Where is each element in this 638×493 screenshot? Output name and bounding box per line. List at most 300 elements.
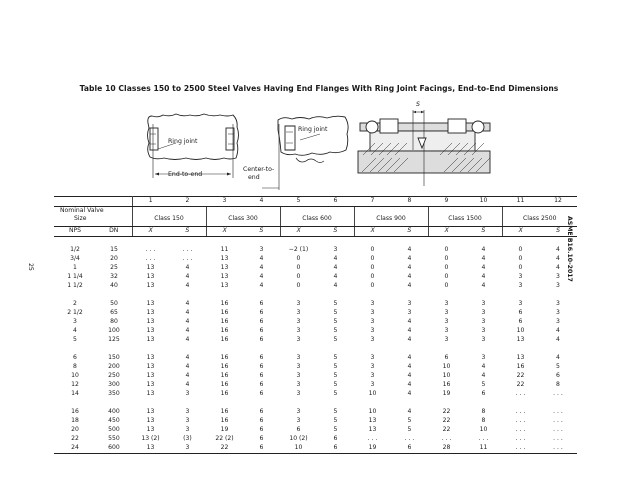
table-cell: 13 (146, 282, 155, 290)
center-to-end-label-2: end (248, 174, 260, 181)
class-group-header: Class 150 (132, 207, 206, 227)
table-row (54, 309, 577, 318)
table-cell: 16 (516, 363, 525, 371)
table-cell: 4 (481, 363, 486, 371)
table-cell: 4 (333, 282, 338, 290)
table-cell: 0 (296, 255, 301, 263)
table-cell: 6 (259, 336, 264, 344)
table-cell: 5 (333, 408, 338, 416)
column-number: 7 (354, 197, 391, 207)
table-cell: 0 (370, 255, 375, 263)
table-cell: 4 (556, 336, 560, 344)
table-cell: 3 (296, 417, 301, 425)
table-cell: . . . (145, 255, 156, 263)
table-cell: 5 (333, 390, 338, 398)
table-cell: 15 (110, 246, 118, 254)
table-cell: 3 (185, 390, 190, 398)
table-cell: 6 (518, 318, 523, 326)
table-cell: 0 (296, 264, 301, 272)
table-cell: 4 (407, 264, 412, 272)
table-cell: 12 (71, 381, 79, 389)
table-cell: 4 (259, 273, 264, 281)
table-cell: 3 (73, 318, 77, 326)
table-cell: 20 (110, 255, 118, 263)
table-cell: 2 1/2 (67, 309, 83, 317)
table-row (54, 264, 577, 273)
class-group-header: Class 300 (206, 207, 280, 227)
table-cell: 4 (556, 354, 560, 362)
table-cell: 4 (407, 273, 412, 281)
table-cell: 13 (220, 273, 229, 281)
table-cell: 5 (333, 354, 338, 362)
class-group-header: Class 2500 (502, 207, 577, 227)
table-cell: 6 (73, 354, 77, 362)
table-cell: 16 (71, 408, 79, 416)
table-cell: 19 (220, 426, 229, 434)
table-cell: 3 (296, 354, 301, 362)
table-cell: 16 (220, 408, 229, 416)
table-cell: 4 (556, 327, 560, 335)
table-cell: 3 (556, 273, 560, 281)
table-cell: 3 (296, 390, 301, 398)
table-row (54, 426, 577, 435)
valve-end-view-left (148, 114, 239, 178)
table-cell: 10 (442, 372, 451, 380)
table-cell: 5 (556, 363, 560, 371)
table-cell: 3 (481, 318, 486, 326)
table-cell: 40 (110, 282, 118, 290)
table-cell: 4 (407, 372, 412, 380)
table-cell: 3 (259, 246, 264, 254)
table-cell: 6 (259, 309, 264, 317)
table-cell: 0 (444, 273, 449, 281)
table-cell: 6 (259, 435, 264, 443)
table-cell: 3 (296, 381, 301, 389)
column-header: S (169, 227, 206, 237)
table-cell: 13 (220, 282, 229, 290)
table-cell: 16 (220, 381, 229, 389)
table-cell: 3 (444, 309, 449, 317)
table-cell: 3 (481, 300, 486, 308)
column-header: S (391, 227, 428, 237)
table-cell: 4 (556, 246, 560, 254)
group-spacer (54, 237, 577, 247)
table-cell: 13 (146, 363, 155, 371)
table-cell: 13 (516, 336, 525, 344)
table-cell: 16 (220, 390, 229, 398)
table-cell: 13 (220, 264, 229, 272)
table-cell: 6 (259, 300, 264, 308)
column-number: 5 (280, 197, 317, 207)
table-cell: 3 (370, 372, 375, 380)
column-header: NPS (54, 227, 96, 237)
table-cell: 5 (333, 426, 338, 434)
table-cell: 22 (516, 381, 525, 389)
table-cell: 24 (54, 444, 96, 454)
table-cell: 16 (220, 300, 229, 308)
table-cell: 6 (259, 327, 264, 335)
table-cell: 0 (370, 264, 375, 272)
table-cell: 3 (370, 318, 375, 326)
table-cell: 22 (442, 417, 451, 425)
table-cell: 3 (333, 246, 338, 254)
table-row (54, 282, 577, 291)
table-cell: 550 (108, 435, 120, 443)
table-cell: 6 (259, 363, 264, 371)
table-cell: 16 (220, 318, 229, 326)
table-cell: 3/4 (70, 255, 80, 263)
flange-section-detail (358, 110, 490, 186)
nominal-valve-size-label-1: Nominal Valve (60, 207, 104, 214)
table-cell: 4 (407, 354, 412, 362)
table-row (54, 246, 577, 255)
center-to-end-label-1: Center-to- (243, 166, 275, 173)
table-cell: 400 (108, 408, 120, 416)
table-cell: 6 (333, 435, 338, 443)
table-cell: 6 (444, 354, 449, 362)
table-cell: 0 (296, 282, 301, 290)
table-cell: 5 (333, 336, 338, 344)
table-cell: 10 (368, 408, 377, 416)
table-cell: 1/2 (70, 246, 80, 254)
table-cell: 4 (185, 282, 190, 290)
table-cell: 0 (444, 282, 449, 290)
group-spacer (54, 291, 577, 300)
table-cell: 22 (442, 426, 451, 434)
table-cell: 22 (206, 444, 243, 454)
table-cell: 4 (407, 255, 412, 263)
ring-joint-label-left: Ring joint (168, 138, 198, 145)
table-cell: 19 (442, 390, 451, 398)
table-cell: 4 (185, 327, 190, 335)
table-cell: 6 (296, 426, 301, 434)
table-cell: 3 (407, 300, 412, 308)
table-cell: 0 (370, 282, 375, 290)
table-cell: . . . (515, 426, 526, 434)
table-cell: 3 (296, 309, 301, 317)
table-cell: 4 (407, 408, 412, 416)
table-cell: 5 (333, 372, 338, 380)
table-row (54, 381, 577, 390)
table-cell: 4 (481, 264, 486, 272)
column-number: 4 (243, 197, 280, 207)
table-cell: . . . (553, 390, 563, 398)
table-cell: . . . (478, 435, 489, 443)
table-cell: 0 (370, 246, 375, 254)
table-cell: (3) (183, 435, 192, 443)
table-cell: 10 (516, 327, 525, 335)
table-cell: 4 (556, 264, 560, 272)
table-cell: 4 (407, 363, 412, 371)
table-cell: 5 (407, 417, 412, 425)
table-cell: . . . (145, 246, 156, 254)
table-cell: . . . (553, 426, 563, 434)
table-cell: 3 (444, 327, 449, 335)
column-number: 1 (132, 197, 169, 207)
table-row (54, 372, 577, 381)
s-dimension-label: S (416, 101, 420, 108)
table-row (54, 327, 577, 336)
table-cell: 13 (146, 381, 155, 389)
table-cell: 6 (556, 372, 560, 380)
table-cell: 150 (108, 354, 120, 362)
table-cell: 13 (146, 390, 155, 398)
flange-figures (0, 0, 638, 200)
class-group-header: Class 1500 (428, 207, 502, 227)
table-cell: 28 (428, 444, 465, 454)
table-cell: . . . (553, 435, 563, 443)
nominal-valve-size-cell (54, 207, 132, 227)
table-cell: 4 (481, 372, 486, 380)
table-cell: 5 (333, 309, 338, 317)
table-cell: 5 (481, 381, 486, 389)
table-cell: 0 (518, 255, 523, 263)
table-cell: 22 (442, 408, 451, 416)
table-cell: 3 (185, 417, 190, 425)
table-cell: 3 (296, 336, 301, 344)
table-row (54, 435, 577, 444)
blank-cell (54, 197, 132, 207)
table-cell: 6 (518, 309, 523, 317)
table-cell: 13 (368, 417, 377, 425)
table-cell: 0 (370, 273, 375, 281)
column-header: X (206, 227, 243, 237)
table-row (54, 408, 577, 417)
table-cell: 4 (259, 255, 264, 263)
table-cell: 25 (110, 264, 118, 272)
table-cell: 4 (481, 273, 486, 281)
table-cell: 8 (73, 363, 77, 371)
table-cell: 3 (444, 318, 449, 326)
table-cell: 8 (481, 408, 486, 416)
class-group-header: Class 600 (280, 207, 354, 227)
table-cell: 10 (479, 426, 488, 434)
table-cell: 22 (2) (215, 435, 234, 443)
table-cell: 13 (146, 417, 155, 425)
table-cell: 3 (444, 300, 449, 308)
column-header: S (539, 227, 577, 237)
table-cell: 0 (296, 273, 301, 281)
group-spacer (54, 399, 577, 408)
table-cell: . . . (515, 390, 526, 398)
table-cell: . . . (441, 435, 452, 443)
table-cell: 125 (108, 336, 120, 344)
table-cell: 3 (407, 309, 412, 317)
table-cell: 3 (296, 327, 301, 335)
table-cell: 5 (333, 300, 338, 308)
table-cell: 3 (444, 336, 449, 344)
column-number: 9 (428, 197, 465, 207)
table-cell: 3 (556, 282, 560, 290)
table-cell: 4 (407, 282, 412, 290)
table-cell: 6 (259, 408, 264, 416)
column-number: 6 (317, 197, 354, 207)
table-cell: 6 (259, 417, 264, 425)
column-header: X (280, 227, 317, 237)
column-header: DN (96, 227, 132, 237)
table-row (54, 318, 577, 327)
table-cell: 16 (220, 372, 229, 380)
table-cell: 4 (407, 246, 412, 254)
table-cell: . . . (515, 408, 526, 416)
table-cell: 3 (481, 309, 486, 317)
column-header: X (132, 227, 169, 237)
table-cell: 3 (370, 363, 375, 371)
table-cell: 0 (444, 246, 449, 254)
table-cell: 450 (108, 417, 120, 425)
table-row (54, 273, 577, 282)
table-cell: 32 (110, 273, 118, 281)
table-cell: 10 (2) (289, 435, 308, 443)
table-cell: 4 (185, 372, 190, 380)
table-cell: 600 (96, 444, 132, 454)
table-cell: 4 (259, 282, 264, 290)
table-cell: 4 (481, 282, 486, 290)
table-cell: . . . (553, 408, 563, 416)
table-cell: . . . (182, 246, 193, 254)
table-cell: 0 (518, 246, 523, 254)
table-cell: 0 (518, 264, 523, 272)
column-number: 10 (465, 197, 502, 207)
table-cell: 100 (108, 327, 120, 335)
table-cell: . . . (367, 435, 378, 443)
table-cell: 5 (333, 417, 338, 425)
column-number: 2 (169, 197, 206, 207)
table-cell: 4 (333, 264, 338, 272)
nominal-valve-size-label-2: Size (74, 215, 87, 222)
table-cell: 14 (71, 390, 79, 398)
table-cell: 13 (146, 354, 155, 362)
table-cell: 8 (556, 381, 560, 389)
table-cell: 4 (259, 264, 264, 272)
table-cell: 13 (146, 327, 155, 335)
table-cell: 4 (185, 381, 190, 389)
table-cell: 10 (368, 390, 377, 398)
table-cell: 10 (280, 444, 317, 454)
table-cell: 13 (146, 273, 155, 281)
table-cell: 4 (185, 336, 190, 344)
table-row (54, 255, 577, 264)
table-row (54, 417, 577, 426)
table-cell: 5 (333, 363, 338, 371)
table-cell: 13 (516, 354, 525, 362)
column-header: S (317, 227, 354, 237)
table-cell: 4 (407, 381, 412, 389)
table-cell: 4 (185, 354, 190, 362)
column-number: 3 (206, 197, 243, 207)
table-cell: 6 (317, 444, 354, 454)
table-cell: 16 (442, 381, 451, 389)
table-cell: −2 (1) (288, 246, 309, 254)
table-cell: 6 (259, 426, 264, 434)
table-cell: 250 (108, 372, 120, 380)
table-cell: 4 (73, 327, 77, 335)
table-cell: 3 (370, 300, 375, 308)
column-header: X (354, 227, 391, 237)
table-row (54, 336, 577, 345)
table-cell: 3 (481, 354, 486, 362)
table-cell: 13 (146, 264, 155, 272)
table-cell: 80 (110, 318, 118, 326)
table-cell: 3 (370, 336, 375, 344)
table-cell: 20 (71, 426, 79, 434)
table-cell: 16 (220, 336, 229, 344)
end-to-end-label: End-to-end (168, 171, 203, 178)
table-cell: 0 (444, 255, 449, 263)
ring-joint-label-mid: Ring joint (298, 126, 328, 133)
table-cell: 4 (185, 309, 190, 317)
table-cell: 5 (333, 318, 338, 326)
table-cell: 500 (108, 426, 120, 434)
column-header: S (465, 227, 502, 237)
table-cell: 22 (516, 372, 525, 380)
table-cell: 3 (370, 309, 375, 317)
table-cell: 3 (296, 372, 301, 380)
table-cell: 10 (442, 363, 451, 371)
table-cell: 4 (556, 255, 560, 263)
table-cell: 2 (73, 300, 77, 308)
class-group-header: Class 900 (354, 207, 428, 227)
table-cell: 13 (220, 255, 229, 263)
table-cell: 1 1/4 (67, 273, 83, 281)
table-cell: 18 (71, 417, 79, 425)
table-cell: 13 (146, 309, 155, 317)
table-cell: 13 (146, 318, 155, 326)
table-cell: 3 (481, 327, 486, 335)
table-cell: 6 (481, 390, 486, 398)
table-cell: 4 (407, 336, 412, 344)
column-header: X (502, 227, 539, 237)
table-cell: 3 (518, 273, 523, 281)
table-cell: 3 (296, 318, 301, 326)
table-row (54, 390, 577, 399)
table-cell: . . . (502, 444, 539, 454)
table-cell: 13 (2) (141, 435, 160, 443)
table-cell: 3 (370, 381, 375, 389)
table-cell: 3 (296, 363, 301, 371)
table-cell: 3 (370, 327, 375, 335)
table-cell: 3 (518, 282, 523, 290)
column-number: 11 (502, 197, 539, 207)
table-cell: . . . (515, 417, 526, 425)
table-cell: 13 (146, 372, 155, 380)
table-cell: 3 (518, 300, 523, 308)
column-number: 8 (391, 197, 428, 207)
table-title: Table 10 Classes 150 to 2500 Steel Valves Having End Flanges With Ring Joint Facings, End-to-End Dimensions (79, 84, 559, 93)
table-cell: 0 (444, 264, 449, 272)
table-cell: 19 (354, 444, 391, 454)
table-cell: 3 (185, 408, 190, 416)
table-cell: 5 (333, 381, 338, 389)
table-cell: 6 (259, 318, 264, 326)
table-cell: 350 (108, 390, 120, 398)
table-cell: 3 (481, 336, 486, 344)
table-row (54, 444, 577, 454)
table-cell: 65 (110, 309, 118, 317)
table-cell: 3 (296, 408, 301, 416)
table-cell: 3 (556, 309, 560, 317)
dimensions-table (54, 196, 577, 454)
table-cell: 8 (481, 417, 486, 425)
column-header: X (428, 227, 465, 237)
page-number: 25 (27, 263, 34, 271)
class-group-row (54, 207, 577, 227)
table-cell: 200 (108, 363, 120, 371)
table-cell: 4 (185, 264, 190, 272)
table-cell: 6 (259, 354, 264, 362)
table-cell: 11 (220, 246, 229, 254)
table-cell: 4 (185, 363, 190, 371)
